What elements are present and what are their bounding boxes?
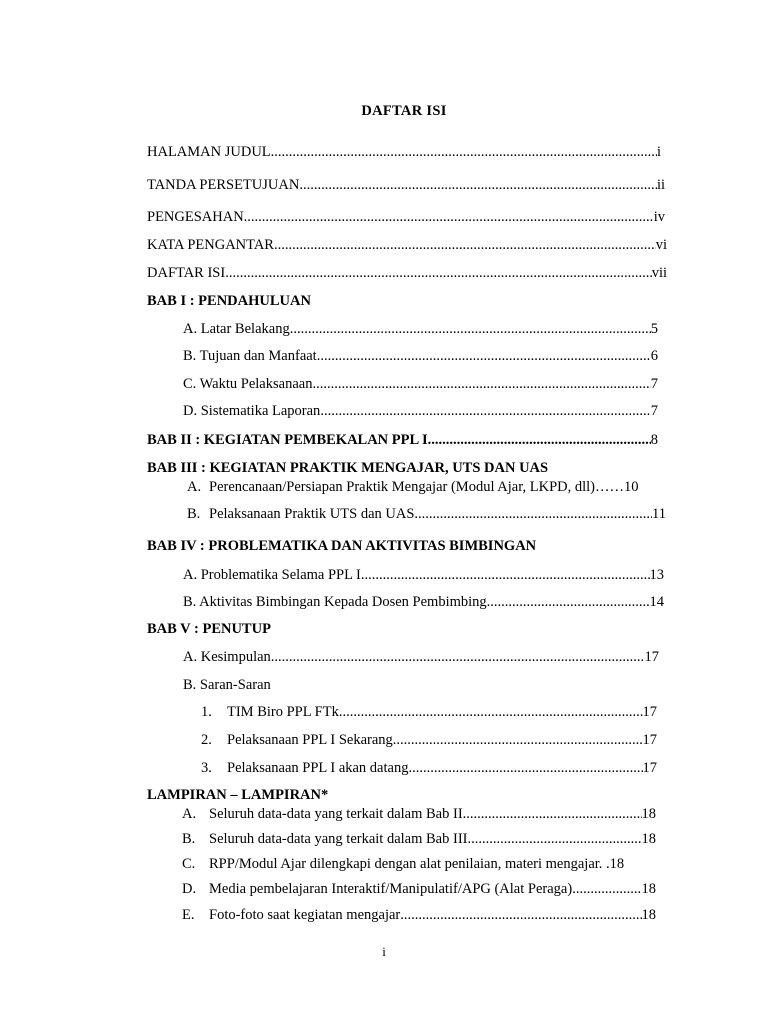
toc-entry-page: 10 bbox=[624, 479, 639, 495]
list-marker: 3. bbox=[201, 760, 212, 776]
dot-leader bbox=[290, 320, 651, 338]
list-marker: E. bbox=[182, 907, 195, 923]
toc-entry bbox=[147, 431, 658, 449]
list-marker: D. bbox=[182, 881, 197, 897]
list-marker: A. bbox=[187, 479, 202, 495]
toc-entry-page: i bbox=[656, 144, 661, 160]
toc-entry-page: 18 bbox=[609, 856, 625, 872]
dot-leader bbox=[414, 505, 652, 523]
toc-entry-label bbox=[182, 830, 467, 848]
toc-entry-label: KATA PENGANTAR bbox=[147, 237, 274, 253]
toc-entry bbox=[183, 402, 658, 420]
dot-leader bbox=[463, 805, 642, 823]
toc-entry bbox=[147, 236, 667, 254]
toc-entry-label bbox=[201, 759, 408, 777]
toc-entry-text: Pelaksanaan PPL I akan datang bbox=[227, 760, 409, 776]
toc-entry-label: C. Waktu Pelaksanaan bbox=[183, 376, 313, 392]
toc-entry bbox=[147, 208, 665, 226]
chapter-heading: BAB V : PENUTUP bbox=[147, 621, 271, 637]
toc-entry-label: D. Sistematika Laporan bbox=[183, 403, 321, 419]
dot-leader bbox=[428, 431, 651, 449]
dot-leader bbox=[274, 236, 656, 254]
toc-entry-page: 13 bbox=[649, 567, 664, 583]
toc-entry bbox=[182, 830, 656, 848]
toc-entry-page: 17 bbox=[642, 760, 657, 776]
toc-entry-text: Seluruh data-data yang terkait dalam Bab II bbox=[209, 806, 463, 822]
toc-entry-page: 6 bbox=[650, 348, 658, 364]
dot-leader bbox=[317, 347, 651, 365]
toc-entry-label: B. Tujuan dan Manfaat bbox=[183, 348, 317, 364]
toc-entry-page: 17 bbox=[642, 732, 657, 748]
toc-entry-page: vi bbox=[655, 237, 667, 253]
toc-entry-label bbox=[187, 478, 595, 496]
dot-leader bbox=[487, 593, 650, 611]
chapter-heading: BAB II : KEGIATAN PEMBEKALAN PPL I bbox=[147, 432, 428, 448]
toc-entry bbox=[182, 880, 656, 898]
toc-entry-text: Pelaksanaan PPL I Sekarang bbox=[227, 732, 393, 748]
toc-entry bbox=[183, 593, 664, 611]
toc-entry-label: HALAMAN JUDUL bbox=[147, 144, 271, 160]
toc-entry-page: 5 bbox=[650, 321, 658, 337]
toc-entry-page: 17 bbox=[642, 704, 657, 720]
toc-entry-text: TIM Biro PPL FTk bbox=[227, 704, 339, 720]
dot-leader bbox=[408, 759, 642, 777]
list-marker: B. bbox=[182, 831, 196, 847]
chapter-heading: BAB III : KEGIATAN PRAKTIK MENGAJAR, UTS DAN UAS bbox=[147, 460, 549, 476]
toc-entry bbox=[183, 566, 664, 584]
toc-entry-text: Perencanaan/Persiapan Praktik Mengajar (Modul Ajar, LKPD, dll) bbox=[209, 479, 595, 495]
toc-entry bbox=[182, 805, 656, 823]
toc-entry bbox=[182, 906, 656, 924]
toc-entry bbox=[201, 731, 657, 749]
list-marker: C. bbox=[182, 856, 196, 872]
dot-leader bbox=[393, 731, 643, 749]
toc-entry-label bbox=[182, 906, 400, 924]
toc-entry-text: Seluruh data-data yang terkait dalam Bab III bbox=[209, 831, 468, 847]
toc-entry-label bbox=[201, 703, 339, 721]
toc-entry-label bbox=[182, 880, 572, 898]
chapter-heading: LAMPIRAN – LAMPIRAN* bbox=[147, 787, 329, 803]
list-marker: A. bbox=[182, 806, 197, 822]
toc-entry bbox=[182, 855, 656, 873]
dot-leader bbox=[244, 208, 654, 226]
toc-entry-page: 18 bbox=[641, 806, 656, 822]
toc-leader-text: …… bbox=[595, 479, 624, 495]
toc-entry-page: 18 bbox=[641, 907, 656, 923]
toc-entry-label bbox=[182, 855, 610, 873]
toc-entry bbox=[147, 143, 661, 161]
toc-entry-page: vii bbox=[651, 265, 667, 281]
dot-leader bbox=[467, 830, 641, 848]
dot-leader bbox=[339, 703, 643, 721]
toc-entry bbox=[187, 478, 666, 496]
toc-entry bbox=[201, 703, 657, 721]
toc-entry-page: ii bbox=[656, 177, 665, 193]
list-marker: B. bbox=[187, 506, 201, 522]
toc-entry-text: Pelaksanaan Praktik UTS dan UAS bbox=[209, 506, 415, 522]
page-number: i bbox=[382, 944, 386, 959]
chapter-heading: BAB IV : PROBLEMATIKA DAN AKTIVITAS BIMBINGAN bbox=[147, 538, 537, 554]
dot-leader bbox=[225, 264, 651, 282]
toc-entry bbox=[183, 320, 658, 338]
toc-entry-page: 7 bbox=[650, 376, 658, 392]
list-marker: 2. bbox=[201, 732, 212, 748]
toc-entry-text: Foto-foto saat kegiatan mengajar bbox=[209, 907, 401, 923]
chapter-heading: BAB I : PENDAHULUAN bbox=[147, 293, 311, 309]
toc-entry bbox=[187, 505, 666, 523]
dot-leader bbox=[271, 648, 645, 666]
toc-entry-label: B. Aktivitas Bimbingan Kepada Dosen Pembimbing bbox=[183, 594, 487, 610]
toc-entry bbox=[147, 176, 665, 194]
dot-leader bbox=[299, 176, 657, 194]
toc-entry-text: Media pembelajaran Interaktif/Manipulatif/APG (Alat Peraga) bbox=[209, 881, 573, 897]
toc-entry-label bbox=[182, 805, 463, 823]
page-title: DAFTAR ISI bbox=[361, 103, 447, 119]
dot-leader bbox=[361, 566, 650, 584]
toc-entry bbox=[183, 375, 658, 393]
toc-entry-page: iv bbox=[653, 209, 665, 225]
toc-subheading: B. Saran-Saran bbox=[183, 677, 271, 693]
dot-leader bbox=[572, 880, 641, 898]
toc-entry-page: 14 bbox=[649, 594, 664, 610]
toc-entry-page: 18 bbox=[641, 831, 656, 847]
toc-entry-label bbox=[201, 731, 393, 749]
toc-entry-label: A. Kesimpulan bbox=[183, 649, 271, 665]
dot-leader bbox=[400, 906, 641, 924]
toc-entry-page: 11 bbox=[652, 506, 666, 522]
dot-leader bbox=[320, 402, 650, 420]
toc-entry bbox=[183, 648, 659, 666]
dot-leader bbox=[271, 143, 657, 161]
toc-entry bbox=[201, 759, 657, 777]
toc-entry-page: 18 bbox=[641, 881, 656, 897]
toc-entry-label: A. Latar Belakang bbox=[183, 321, 290, 337]
toc-entry-label: DAFTAR ISI bbox=[147, 265, 226, 281]
dot-leader bbox=[312, 375, 650, 393]
toc-entry bbox=[147, 264, 667, 282]
toc-entry-label: PENGESAHAN bbox=[147, 209, 244, 225]
toc-entry-text: RPP/Modul Ajar dilengkapi dengan alat penilaian, materi mengajar. . bbox=[209, 856, 610, 872]
toc-entry-page: 7 bbox=[650, 403, 658, 419]
toc-entry-label bbox=[187, 505, 414, 523]
toc-entry bbox=[183, 347, 658, 365]
toc-entry-label: TANDA PERSETUJUAN bbox=[147, 177, 300, 193]
toc-entry-label: A. Problematika Selama PPL I bbox=[183, 567, 361, 583]
toc-entry-page: 8 bbox=[650, 432, 658, 448]
toc-entry-page: 17 bbox=[644, 649, 659, 665]
list-marker: 1. bbox=[201, 704, 212, 720]
